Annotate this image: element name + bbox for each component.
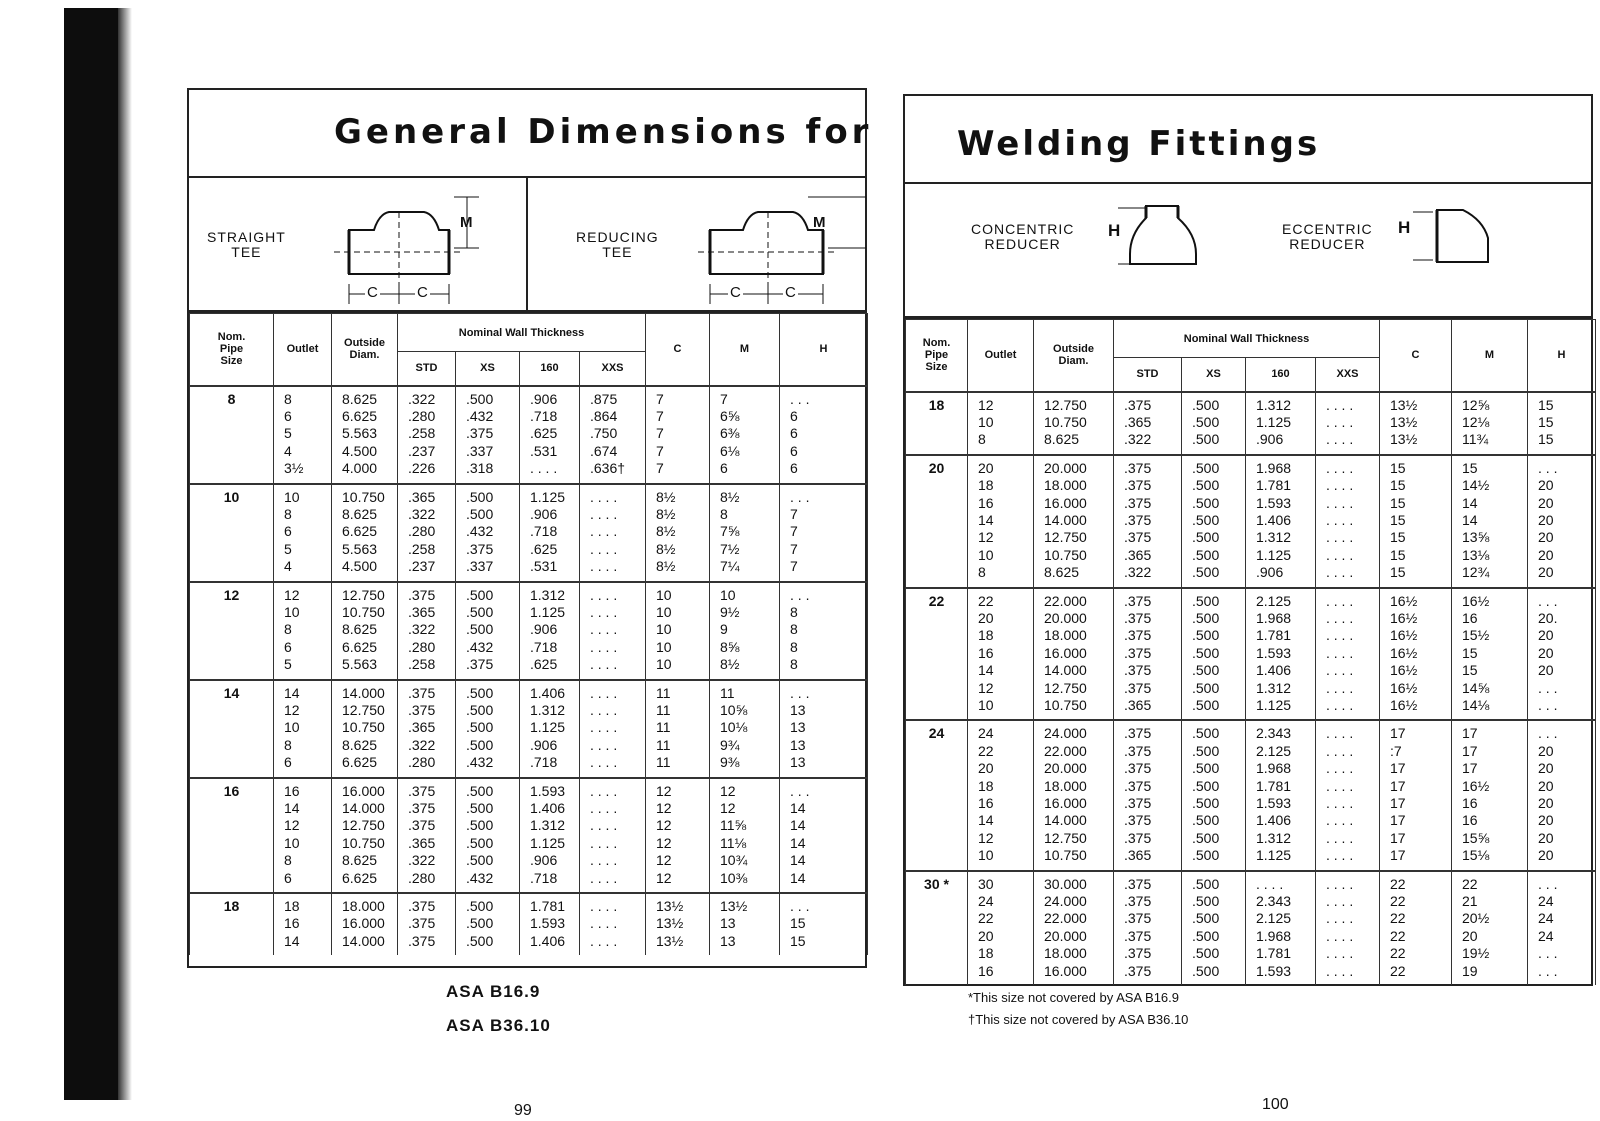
table-row — [190, 484, 868, 582]
cell-m: 15 14½ 14 14 13⅝ 13⅛ 12¾ — [1452, 455, 1528, 588]
table-row — [190, 386, 868, 484]
cell-std: .375 .375 .375 .365 .322 .280 — [398, 778, 456, 893]
cell-m: 10 9½ 9 8⅝ 8½ — [710, 582, 780, 680]
cell-xxs: . . . . . . . . . . . . . . . . . . . . . . . . — [1316, 871, 1380, 985]
reducing-tee-c-label-2: C — [785, 284, 796, 301]
cell-h: . . . 13 13 13 13 — [780, 680, 868, 778]
cell-xs: .500 .500 .432 .375 .337 — [456, 484, 520, 582]
cell-c: 7 7 7 7 7 — [646, 386, 710, 484]
cell-std: .375 .365 .322 — [1114, 392, 1182, 455]
left-page-title: General Dimensions for — [334, 112, 873, 152]
cell-xxs: . . . . . . . . . . . . . . . . . . . . . . . . . . . . — [1316, 588, 1380, 721]
cell-h: . . . 24 24 24 . . . . . . — [1528, 871, 1596, 985]
eccentric-reducer-drawing — [1403, 198, 1513, 278]
table-row — [190, 680, 868, 778]
cell-std: .322 .280 .258 .237 .226 — [398, 386, 456, 484]
cell-s160: . . . . 2.343 2.125 1.968 1.781 1.593 — [1246, 871, 1316, 985]
cell-c: 22 22 22 22 22 22 — [1380, 871, 1452, 985]
cell-xxs: . . . . . . . . . . . . — [580, 893, 646, 955]
cell-m: 8½ 8 7⅝ 7½ 7¼ — [710, 484, 780, 582]
concentric-reducer-cell — [905, 184, 1248, 316]
concentric-reducer-h-label: H — [1108, 221, 1121, 240]
cell-outlet: 16 14 12 10 8 6 — [274, 778, 332, 893]
cell-s160: 2.343 2.125 1.968 1.781 1.593 1.406 1.312 1.125 — [1246, 720, 1316, 870]
table-row — [190, 582, 868, 680]
straight-tee-m-label: M — [460, 214, 473, 231]
cell-size: 14 — [190, 680, 274, 778]
cell-outlet: 30 24 22 20 18 16 — [968, 871, 1034, 985]
cell-od: 30.000 24.000 22.000 20.000 18.000 16.000 — [1034, 871, 1114, 985]
reducing-tee-label: REDUCING TEE — [576, 229, 659, 260]
right-page-title: Welding Fittings — [957, 124, 1321, 164]
cell-xs: .500 .500 .500 .500 .500 .500 — [1182, 871, 1246, 985]
cell-od: 16.000 14.000 12.750 10.750 8.625 6.625 — [332, 778, 398, 893]
right-dimensions-table — [905, 319, 1596, 985]
cell-std: .375 .375 .375 — [398, 893, 456, 955]
cell-c: 17 :7 17 17 17 17 17 17 — [1380, 720, 1452, 870]
header-outside-diam: Outside Diam. — [332, 314, 398, 386]
eccentric-reducer-label: ECCENTRIC REDUCER — [1282, 221, 1373, 252]
cell-std: .375 .375 .375 .375 .375 .375 .365 — [1114, 588, 1182, 721]
cell-s160: 1.781 1.593 1.406 — [520, 893, 580, 955]
cell-c: 8½ 8½ 8½ 8½ 8½ — [646, 484, 710, 582]
cell-s160: 1.125 .906 .718 .625 .531 — [520, 484, 580, 582]
straight-tee-drawing — [329, 192, 499, 310]
left-title-row — [189, 90, 873, 178]
cell-c: 16½ 16½ 16½ 16½ 16½ 16½ 16½ — [1380, 588, 1452, 721]
cell-od: 12.750 10.750 8.625 6.625 5.563 — [332, 582, 398, 680]
cell-h: . . . 15 15 — [780, 893, 868, 955]
cell-xs: .500 .500 .500 .500 .500 .500 .500 — [1182, 455, 1246, 588]
cell-xxs: . . . . . . . . . . . . . . . . . . . . — [580, 680, 646, 778]
left-page-number: 99 — [514, 1102, 532, 1119]
cell-std: .375 .375 .375 .375 .375 .365 .322 — [1114, 455, 1182, 588]
cell-s160: 1.312 1.125 .906 .718 .625 — [520, 582, 580, 680]
header-xxs: XXS — [1316, 358, 1380, 392]
cell-std: .375 .375 .365 .322 .280 — [398, 680, 456, 778]
left-table-body — [190, 386, 868, 956]
cell-od: 8.625 6.625 5.563 4.500 4.000 — [332, 386, 398, 484]
table-row — [906, 392, 1596, 455]
header-xs: XS — [456, 352, 520, 386]
header-nom-pipe-size: Nom. Pipe Size — [906, 320, 968, 392]
header-m: M — [1452, 320, 1528, 392]
reducing-tee-c-label-1: C — [730, 284, 741, 301]
header-160: 160 — [520, 352, 580, 386]
header-c: C — [646, 314, 710, 386]
cell-xxs: .875 .864 .750 .674 .636† — [580, 386, 646, 484]
cell-m: 17 17 17 16½ 16 16 15⅝ 15⅛ — [1452, 720, 1528, 870]
cell-size: 8 — [190, 386, 274, 484]
header-xxs: XXS — [580, 352, 646, 386]
header-h: H — [780, 314, 868, 386]
cell-std: .375 .375 .375 .375 .375 .375 — [1114, 871, 1182, 985]
cell-outlet: 12 10 8 6 5 — [274, 582, 332, 680]
table-row — [190, 893, 868, 955]
cell-s160: 1.593 1.406 1.312 1.125 .906 .718 — [520, 778, 580, 893]
cell-od: 10.750 8.625 6.625 5.563 4.500 — [332, 484, 398, 582]
left-diagram-row — [189, 178, 865, 313]
right-title-row — [905, 96, 1591, 184]
cell-m: 12⅝ 12⅛ 11¾ — [1452, 392, 1528, 455]
straight-tee-cell — [189, 178, 526, 310]
cell-c: 13½ 13½ 13½ — [1380, 392, 1452, 455]
cell-od: 14.000 12.750 10.750 8.625 6.625 — [332, 680, 398, 778]
cell-s160: .906 .718 .625 .531 . . . . — [520, 386, 580, 484]
cell-h: . . . 6 6 6 6 — [780, 386, 868, 484]
cell-c: 10 10 10 10 10 — [646, 582, 710, 680]
straight-tee-label: STRAIGHT TEE — [207, 229, 286, 260]
note-asa-b36-10: †This size not covered by ASA B36.10 — [968, 1012, 1189, 1027]
cell-std: .375 .365 .322 .280 .258 — [398, 582, 456, 680]
cell-m: 11 10⅝ 10⅛ 9¾ 9⅜ — [710, 680, 780, 778]
left-dimensions-table — [189, 313, 868, 955]
cell-h: 15 15 15 — [1528, 392, 1596, 455]
cell-xs: .500 .500 .500 .500 .500 .432 — [456, 778, 520, 893]
cell-outlet: 20 18 16 14 12 10 8 — [968, 455, 1034, 588]
asa-b16-9-label: ASA B16.9 — [446, 982, 541, 1001]
eccentric-reducer-h-label: H — [1398, 218, 1411, 237]
cell-size: 30 * — [906, 871, 968, 985]
cell-c: 15 15 15 15 15 15 15 — [1380, 455, 1452, 588]
cell-od: 24.000 22.000 20.000 18.000 16.000 14.000 12.750 10.750 — [1034, 720, 1114, 870]
reducing-tee-m-label: M — [813, 214, 826, 231]
cell-od: 18.000 16.000 14.000 — [332, 893, 398, 955]
cell-size: 18 — [906, 392, 968, 455]
header-m: M — [710, 314, 780, 386]
cell-size: 10 — [190, 484, 274, 582]
cell-xs: .500 .500 .500 .500 .432 — [456, 680, 520, 778]
left-page-panel — [187, 88, 873, 968]
reducing-tee-cell — [526, 178, 865, 310]
header-xs: XS — [1182, 358, 1246, 392]
cell-xs: .500 .500 .500 — [456, 893, 520, 955]
cell-outlet: 10 8 6 5 4 — [274, 484, 332, 582]
cell-xxs: . . . . . . . . . . . . — [1316, 392, 1380, 455]
cell-outlet: 8 6 5 4 3½ — [274, 386, 332, 484]
cell-xs: .500 .500 .500 .500 .500 .500 .500 .500 — [1182, 720, 1246, 870]
header-outlet: Outlet — [968, 320, 1034, 392]
cell-size: 24 — [906, 720, 968, 870]
cell-h: . . . 7 7 7 7 — [780, 484, 868, 582]
cell-od: 12.750 10.750 8.625 — [1034, 392, 1114, 455]
cell-m: 7 6⅝ 6⅜ 6⅛ 6 — [710, 386, 780, 484]
table-row — [190, 778, 868, 893]
cell-h: . . . 20 20 20 20 20 20 20 — [1528, 720, 1596, 870]
header-h: H — [1528, 320, 1596, 392]
cell-outlet: 18 16 14 — [274, 893, 332, 955]
note-asa-b16-9: *This size not covered by ASA B16.9 — [968, 990, 1180, 1005]
header-outlet: Outlet — [274, 314, 332, 386]
cell-m: 12 12 11⅝ 11⅛ 10¾ 10⅜ — [710, 778, 780, 893]
header-c: C — [1380, 320, 1452, 392]
eccentric-reducer-cell — [1248, 184, 1591, 316]
cell-s160: 2.125 1.968 1.781 1.593 1.406 1.312 1.125 — [1246, 588, 1316, 721]
straight-tee-c-label-1: C — [367, 284, 378, 301]
header-std: STD — [398, 352, 456, 386]
right-page-panel — [903, 94, 1593, 986]
header-nom-pipe-size: Nom. Pipe Size — [190, 314, 274, 386]
header-std: STD — [1114, 358, 1182, 392]
cell-xs: .500 .500 .500 — [1182, 392, 1246, 455]
header-nominal-wall-thickness: Nominal Wall Thickness — [398, 314, 646, 352]
cell-size: 20 — [906, 455, 968, 588]
cell-xxs: . . . . . . . . . . . . . . . . . . . . . . . . . . . . . . . . — [1316, 720, 1380, 870]
header-nominal-wall-thickness: Nominal Wall Thickness — [1114, 320, 1380, 358]
cell-xs: .500 .500 .500 .500 .500 .500 .500 — [1182, 588, 1246, 721]
cell-c: 11 11 11 11 11 — [646, 680, 710, 778]
table-row — [906, 455, 1596, 588]
cell-m: 22 21 20½ 20 19½ 19 — [1452, 871, 1528, 985]
cell-c: 12 12 12 12 12 12 — [646, 778, 710, 893]
concentric-reducer-drawing — [1110, 198, 1210, 278]
cell-m: 16½ 16 15½ 15 15 14⅝ 14⅛ — [1452, 588, 1528, 721]
cell-outlet: 22 20 18 16 14 12 10 — [968, 588, 1034, 721]
cell-s160: 1.406 1.312 1.125 .906 .718 — [520, 680, 580, 778]
cell-std: .375 .375 .375 .375 .375 .375 .375 .365 — [1114, 720, 1182, 870]
cell-outlet: 24 22 20 18 16 14 12 10 — [968, 720, 1034, 870]
cell-size: 22 — [906, 588, 968, 721]
cell-s160: 1.968 1.781 1.593 1.406 1.312 1.125 .906 — [1246, 455, 1316, 588]
cell-outlet: 12 10 8 — [968, 392, 1034, 455]
book-spine — [64, 8, 122, 1100]
cell-xxs: . . . . . . . . . . . . . . . . . . . . . . . . . . . . — [1316, 455, 1380, 588]
header-160: 160 — [1246, 358, 1316, 392]
cell-od: 22.000 20.000 18.000 16.000 14.000 12.750 10.750 — [1034, 588, 1114, 721]
concentric-reducer-label: CONCENTRIC REDUCER — [971, 221, 1075, 252]
cell-h: . . . 20 20 20 20 20 20 — [1528, 455, 1596, 588]
right-diagram-row — [905, 184, 1591, 319]
cell-xs: .500 .500 .500 .432 .375 — [456, 582, 520, 680]
table-row — [906, 871, 1596, 985]
table-row — [906, 588, 1596, 721]
cell-s160: 1.312 1.125 .906 — [1246, 392, 1316, 455]
cell-h: . . . 8 8 8 8 — [780, 582, 868, 680]
header-outside-diam: Outside Diam. — [1034, 320, 1114, 392]
cell-size: 12 — [190, 582, 274, 680]
cell-c: 13½ 13½ 13½ — [646, 893, 710, 955]
asa-b36-10-label: ASA B36.10 — [446, 1016, 551, 1035]
cell-size: 18 — [190, 893, 274, 955]
table-row — [906, 720, 1596, 870]
cell-xxs: . . . . . . . . . . . . . . . . . . . . . . . . — [580, 778, 646, 893]
cell-xs: .500 .432 .375 .337 .318 — [456, 386, 520, 484]
cell-h: . . . 14 14 14 14 14 — [780, 778, 868, 893]
cell-std: .365 .322 .280 .258 .237 — [398, 484, 456, 582]
right-table-body — [906, 392, 1596, 986]
cell-od: 20.000 18.000 16.000 14.000 12.750 10.750 8.625 — [1034, 455, 1114, 588]
right-page-number: 100 — [1262, 1096, 1289, 1113]
straight-tee-c-label-2: C — [417, 284, 428, 301]
cell-size: 16 — [190, 778, 274, 893]
cell-h: . . . 20. 20 20 20 . . . . . . — [1528, 588, 1596, 721]
cell-outlet: 14 12 10 8 6 — [274, 680, 332, 778]
cell-m: 13½ 13 13 — [710, 893, 780, 955]
cell-xxs: . . . . . . . . . . . . . . . . . . . . — [580, 582, 646, 680]
cell-xxs: . . . . . . . . . . . . . . . . . . . . — [580, 484, 646, 582]
book-spine-edge — [118, 8, 132, 1100]
